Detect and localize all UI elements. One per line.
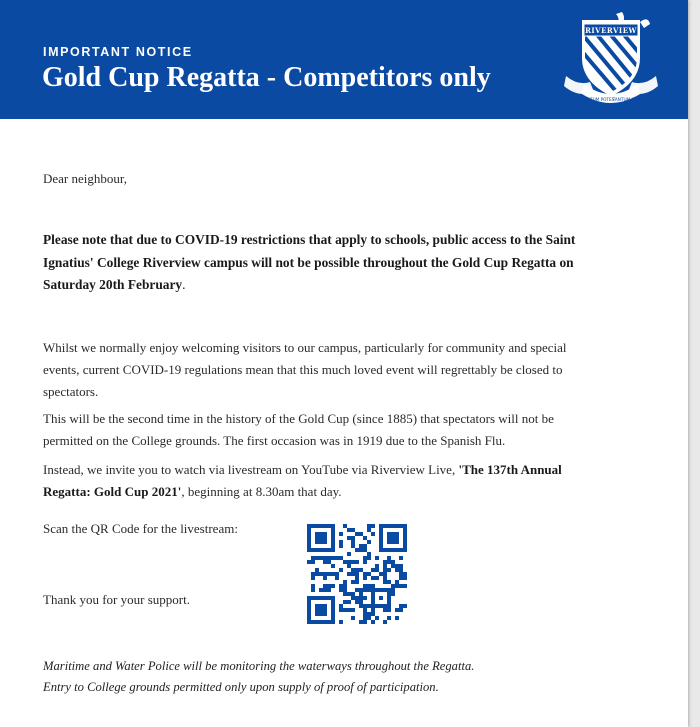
crest-band-text: RIVERVIEW [585, 26, 637, 35]
welcome-paragraph: Whilst we normally enjoy welcoming visitors to our campus, particularly for community and special events, current COVID-19 regulations mean that this much loved event will regrettably be closed to spectators. [43, 340, 567, 399]
riverview-crest-icon [560, 12, 662, 110]
notice-end: . [182, 277, 186, 292]
crest-motto-left: QUANTUM POTES [577, 97, 615, 102]
greeting: Dear neighbour, [43, 171, 127, 186]
thanks-text: Thank you for your support. [43, 592, 190, 607]
livestream-intro: Instead, we invite you to watch via livestream on YouTube via Riverview Live, [43, 462, 459, 477]
notice-bold-text: Please note that due to COVID-19 restrictions that apply to schools, public access to the Saint Ignatius' College Riverview campus will not be possible throughout the Gold Cup Regatta on Saturday 20th February [43, 232, 576, 292]
notice-paragraph [43, 229, 618, 297]
footer-line-2: Entry to College grounds permitted only upon supply of proof of participation. [43, 680, 439, 694]
livestream-end: , beginning at 8.30am that day. [181, 484, 342, 499]
footer-line-1: Maritime and Water Police will be monitoring the waterways throughout the Regatta. [43, 659, 475, 673]
footer-note [43, 656, 643, 698]
crest-motto-right: TANTUM AUDE [612, 97, 644, 102]
livestream-title: 'The 137th Annual Regatta: Gold Cup 2021' [43, 462, 562, 499]
history-paragraph: This will be the second time in the history of the Gold Cup (since 1885) that spectators will not be permitted on the College grounds. The first occasion was in 1919 due to the Spanish Flu. [43, 411, 554, 448]
qr-label: Scan the QR Code for the livestream: [43, 521, 238, 536]
notice-kicker: IMPORTANT NOTICE [43, 45, 193, 59]
header-banner [0, 0, 688, 119]
livestream-paragraph [43, 459, 603, 503]
page-title: Gold Cup Regatta - Competitors only [42, 62, 491, 93]
